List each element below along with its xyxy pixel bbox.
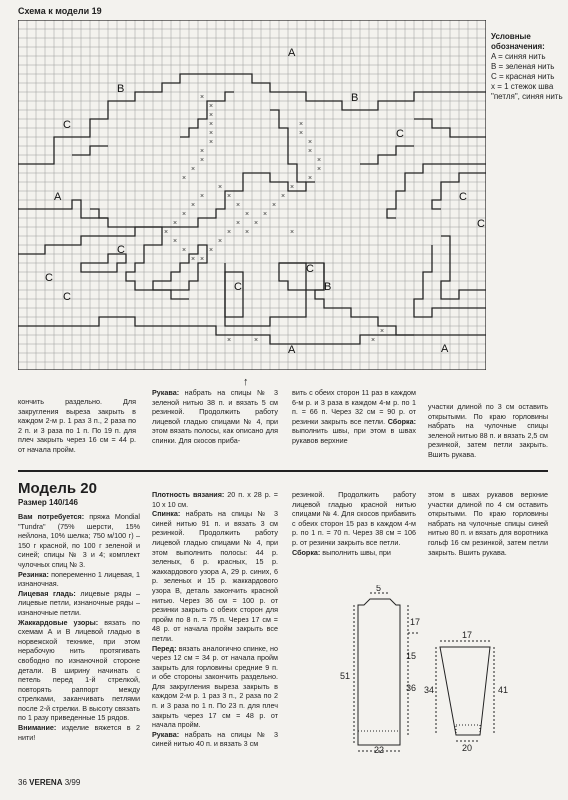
svg-text:×: × — [191, 202, 196, 209]
sleeve-length-dim: 34 — [424, 685, 435, 695]
text-column — [152, 490, 278, 749]
paragraph — [292, 388, 416, 446]
paragraph-heading: Рукава: — [152, 729, 180, 739]
text-column — [428, 402, 548, 460]
body-pattern — [340, 585, 420, 755]
chart-letter-label: C — [63, 291, 71, 303]
svg-text:×: × — [182, 211, 187, 218]
paragraph-heading: Сборка: — [387, 416, 416, 426]
paragraph — [152, 490, 278, 509]
sleeve-pattern — [424, 630, 508, 753]
paragraph-heading: Рукава: — [152, 388, 180, 397]
svg-text:×: × — [209, 112, 214, 119]
garment-schematic — [310, 585, 550, 755]
paragraph-heading: Внимание: — [18, 723, 57, 733]
svg-text:×: × — [371, 337, 376, 344]
paragraph-text: вязать по схемам А и В лицевой гладью в норвежской технике, при этом нерабочую нить протягивать свободно по изнаночной стороне детали. В ширину начинать с петель перед 1-й стрелкой, повторять раппорт между стрелками, заканчивать петлями после 2-й стрелки. В высоту связать по 1 разу приведенные 15 рядов. — [18, 617, 140, 723]
paragraph — [152, 730, 278, 749]
svg-text:×: × — [227, 229, 232, 236]
svg-text:×: × — [272, 202, 277, 209]
svg-text:×: × — [308, 175, 313, 182]
paragraph — [18, 512, 140, 570]
svg-text:×: × — [245, 211, 250, 218]
section-divider — [18, 470, 548, 472]
svg-text:×: × — [209, 139, 214, 146]
paragraph — [18, 589, 140, 618]
chart-letter-label: C — [234, 281, 242, 293]
paragraph-text: набрать на спицы № 3 синей нитью 40 п. и вязать 3 см — [152, 729, 278, 749]
svg-text:×: × — [290, 184, 295, 191]
armhole-dim: 15 — [406, 651, 417, 661]
paragraph-text: 20 п. х 28 р. = 10 х 10 см. — [152, 490, 278, 509]
chart-letter-label: C — [306, 263, 314, 275]
text-column — [428, 490, 548, 557]
svg-text:×: × — [200, 148, 205, 155]
body-height-dim: 51 — [340, 671, 351, 681]
svg-text:×: × — [254, 337, 259, 344]
paragraph-heading: Лицевая гладь: — [18, 588, 76, 598]
svg-text:×: × — [227, 337, 232, 344]
paragraph: кончить раздельно. Для закругления выреза закрыть в каждом 2-м р. 1 раз 3 п., 2 раза по 2 п. и 3 раза по 1 п. По 19 п. для плеч закрыть через 16 см = 44 р. от начала пройм. — [18, 397, 136, 454]
paragraph-heading: Плотность вязания: — [152, 490, 225, 499]
svg-text:×: × — [191, 256, 196, 263]
body-length-dim: 36 — [406, 683, 417, 693]
paragraph-heading: Спинка: — [152, 509, 181, 519]
paragraph-text: лицевые ряды – лицевые петли, изнаночные ряды – изнаночные петли. — [18, 588, 140, 617]
chart-letter-label: B — [351, 92, 359, 104]
svg-text:×: × — [308, 148, 313, 155]
svg-text:×: × — [317, 166, 322, 173]
issue-number: 3/99 — [64, 778, 81, 787]
chart-letter-label: C — [477, 218, 485, 230]
paragraph-text: вить с обеих сторон 11 раз в каждом 6-м р. и 3 раза в каждом 4-м р. по 1 п. = 66 п. Через 32 см = 90 р. от резинки закрыть все петли. — [292, 388, 416, 426]
paragraph-heading: Вам потребуется: — [18, 512, 85, 521]
chart-letter-label: C — [63, 119, 71, 131]
svg-text:×: × — [281, 193, 286, 200]
paragraph-text: резинкой. Продолжить работу лицевой гладью красной нитью спицами № 4. Для скосов прибавить с обеих сторон 15 раз в каждом 4-м р. по 1 п. = 70 п. Через 38 см = 106 р. от резинки закрыть все петли. — [292, 490, 416, 547]
legend-item: C = красная нить — [491, 72, 555, 81]
legend-item: A = синяя нить — [491, 52, 546, 61]
svg-text:×: × — [380, 328, 385, 335]
paragraph-text: набрать на спицы № 3 зеленой нитью 38 п. и вязать 5 см резинкой. Продолжить работу лицевой гладью спицами № 4, при этом вязать полосы, как описано для спинки. Для скосов приба- — [152, 388, 278, 445]
svg-text:×: × — [290, 229, 295, 236]
paragraph — [18, 570, 140, 589]
body-mid-dim: 17 — [410, 617, 421, 627]
svg-text:×: × — [200, 157, 205, 164]
model-size: Размер 140/146 — [18, 498, 78, 507]
paragraph — [292, 548, 416, 558]
paragraph-heading: Резинка: — [18, 569, 49, 579]
svg-text:×: × — [173, 238, 178, 245]
svg-text:×: × — [209, 130, 214, 137]
paragraph-text: изделие вяжется в 2 нити! — [18, 723, 140, 742]
svg-text:×: × — [263, 211, 268, 218]
paragraph-text: вязать аналогично спинке, но через 12 см = 34 р. от начала пройм закрыть для горловины средние 9 п. и обе стороны закончить раздельно. Для закругления выреза закрыть в каждом 2-м р. 1 раз 3 п., 2 раза по 2 п. и 3 раза по 1 п. По 23 п. для плеч закрыть через 17 см = 48 р. от начала пройм. — [152, 643, 278, 730]
paragraph-text: этом в швах рукавов верхние участки длиной по 4 см оставить открытыми. По краю горловины набрать на чулочные спицы синей нитью 80 п. и вязать для воротника гольф 16 см резинкой, затем петли закрыть. Вшить рукава. — [428, 490, 548, 557]
chart-letter-label: B — [117, 83, 125, 95]
svg-text:×: × — [308, 139, 313, 146]
paragraph-text: выполнить швы, при этом в швах рукавов верхние — [292, 426, 416, 445]
svg-text:×: × — [200, 94, 205, 101]
sleeve-cuff-dim: 20 — [462, 743, 473, 753]
legend-item: x = 1 стежок шва "петля", синяя нить — [491, 82, 563, 101]
arrow-up-icon: ↑ — [243, 376, 249, 388]
legend-item: B = зеленая нить — [491, 62, 555, 71]
svg-text:×: × — [227, 193, 232, 200]
sleeve-total-dim: 41 — [498, 685, 509, 695]
svg-text:×: × — [191, 166, 196, 173]
chart-letter-label: C — [117, 244, 125, 256]
paragraph: участки длиной по 3 см оставить открытыми. По краю горловины набрать на чулочные спицы зеленой нитью 88 п. и вязать 2,5 см резинкой, затем петли закрыть. Вшить рукава. — [428, 402, 548, 459]
svg-text:×: × — [200, 193, 205, 200]
knitting-chart — [18, 20, 486, 370]
page-number: 36 — [18, 778, 27, 787]
svg-text:×: × — [200, 256, 205, 263]
paragraph-text: набрать на спицы № 3 синей нитью 91 п. и вязать 3 см резинкой. Продолжить работу лицевой гладью спицами № 4, при этом выполнить полосы: 44 р. зеленых, 6 р. красных, 15 р. жаккардового узора А, 29 р. синих, 6 р. зеленых и 15 р. жаккардового узора В, деталь закончить красной нитью. Через 36 см = 100 р. от резинки закрыть с обеих сторон для пройм по 8 п. = 75 п. Через 17 см = 48 р. от начала пройм закрыть все петли. — [152, 509, 278, 643]
paragraph — [18, 618, 140, 724]
body-top-dim: 5 — [376, 585, 382, 593]
chart-letter-label: C — [459, 191, 467, 203]
svg-text:×: × — [182, 247, 187, 254]
text-column — [292, 388, 416, 446]
model-title: Модель 20 — [18, 480, 97, 497]
svg-text:×: × — [173, 220, 178, 227]
svg-text:×: × — [299, 121, 304, 128]
paragraph-text: выполнить швы, при — [320, 547, 391, 557]
chart-title: Схема к модели 19 — [18, 6, 102, 16]
chart-letter-label: A — [288, 47, 296, 59]
svg-text:×: × — [236, 202, 241, 209]
svg-text:×: × — [218, 238, 223, 245]
chart-letter-label: B — [324, 281, 332, 293]
magazine-name: VERENA — [29, 778, 63, 787]
svg-text:×: × — [218, 184, 223, 191]
svg-text:×: × — [209, 103, 214, 110]
body-width-dim: 22 — [374, 745, 385, 755]
page-footer — [18, 778, 80, 787]
legend-title: Условные обозначения: — [491, 32, 545, 51]
svg-text:×: × — [182, 175, 187, 182]
legend — [491, 32, 565, 102]
chart-letter-label: C — [396, 128, 404, 140]
paragraph — [18, 723, 140, 742]
paragraph-text: пряжа Mondial "Tundra" (75% шерсти, 15% нейлона, 10% шелка; 750 м/100 г) – 150 г красной, по 100 г зеленой и синей; спицы № 3 и 4; комплект чулочных спиц № 3. — [18, 512, 141, 569]
paragraph-heading: Сборка: — [292, 547, 321, 557]
chart-letter-label: C — [45, 272, 53, 284]
svg-text:×: × — [245, 229, 250, 236]
svg-text:×: × — [254, 220, 259, 227]
sleeve-top-dim: 17 — [462, 630, 473, 640]
text-column — [152, 388, 278, 446]
svg-text:×: × — [164, 229, 169, 236]
paragraph — [152, 644, 278, 730]
svg-text:×: × — [209, 121, 214, 128]
paragraph-heading: Жаккардовые узоры: — [18, 617, 99, 627]
chart-letter-label: A — [54, 191, 62, 203]
paragraph — [152, 388, 278, 446]
paragraph-text: попеременно 1 лицевая, 1 изнаночная. — [18, 569, 140, 589]
text-column — [18, 512, 140, 742]
svg-text:×: × — [299, 130, 304, 137]
paragraph — [152, 509, 278, 643]
paragraph — [428, 490, 548, 557]
svg-text:×: × — [236, 220, 241, 227]
paragraph-heading: Перед: — [152, 643, 177, 653]
text-column — [18, 397, 136, 455]
paragraph — [292, 490, 416, 548]
chart-letter-label: A — [288, 344, 296, 356]
chart-letter-label: A — [441, 343, 449, 355]
svg-text:×: × — [317, 157, 322, 164]
text-column — [292, 490, 416, 557]
svg-text:×: × — [209, 247, 214, 254]
